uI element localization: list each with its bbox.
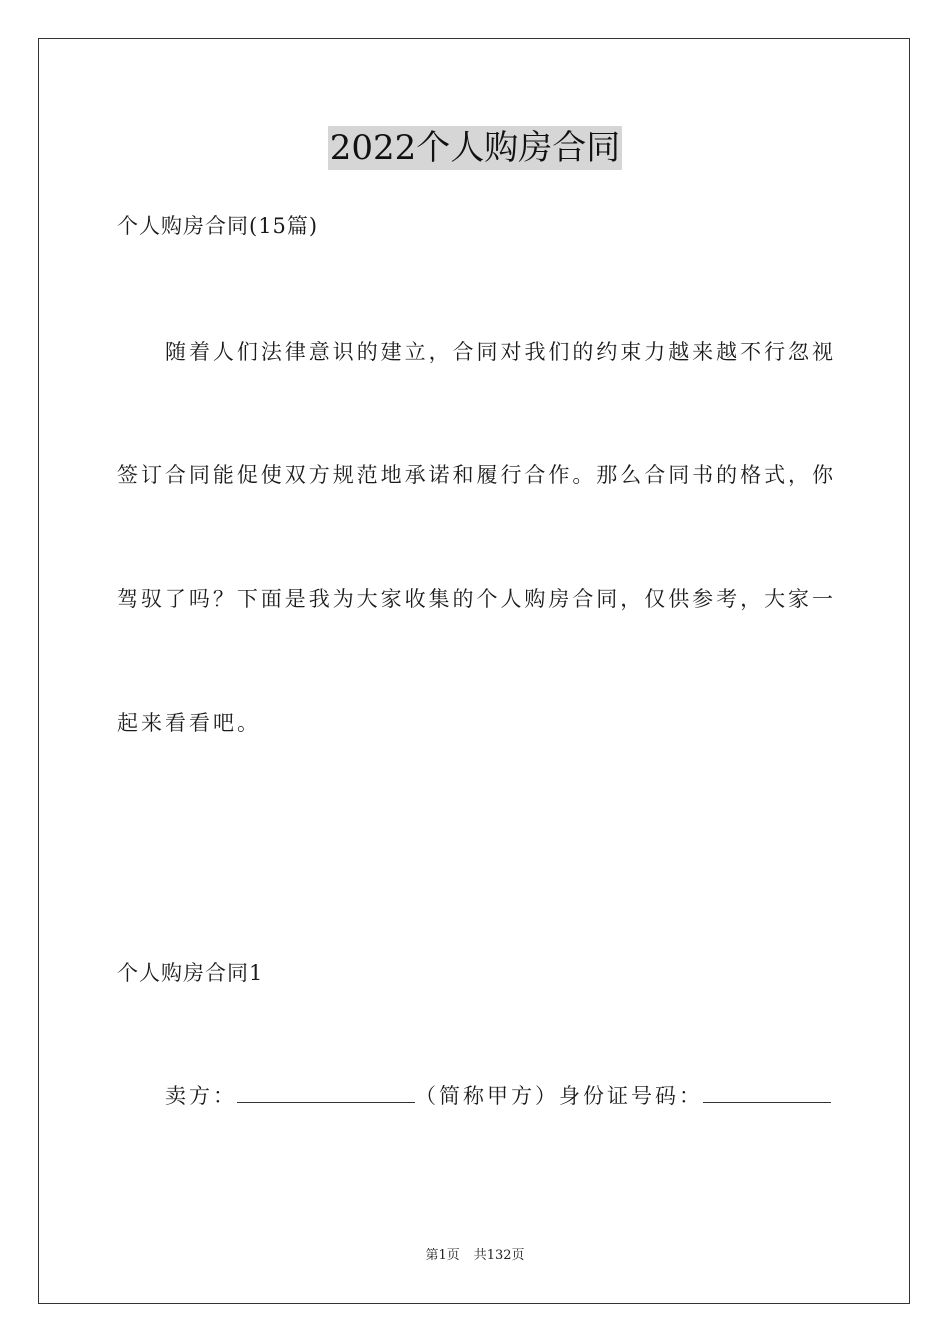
document-subtitle: 个人购房合同(15篇) bbox=[117, 214, 319, 238]
intro-line-4: 起来看看吧。 bbox=[117, 711, 261, 735]
seller-middle-text: （简称甲方）身份证号码： bbox=[415, 1084, 703, 1108]
footer-total-label: 共132页 bbox=[473, 1248, 525, 1263]
section-heading: 个人购房合同1 bbox=[117, 961, 264, 985]
intro-line-3: 驾驭了吗？下面是我为大家收集的个人购房合同，仅供参考，大家一 bbox=[117, 587, 833, 611]
seller-name-blank[interactable] bbox=[237, 1082, 415, 1103]
seller-label: 卖方： bbox=[165, 1084, 237, 1108]
footer-page-label: 第1页 bbox=[425, 1248, 460, 1263]
seller-line bbox=[165, 1082, 831, 1110]
title-wrap bbox=[0, 126, 950, 170]
document-title: 2022个人购房合同 bbox=[329, 128, 621, 168]
seller-id-blank[interactable] bbox=[703, 1082, 831, 1103]
intro-line-1: 随着人们法律意识的建立，合同对我们的约束力越来越不行忽视 bbox=[165, 340, 833, 364]
page-footer bbox=[0, 1247, 950, 1265]
intro-line-2: 签订合同能促使双方规范地承诺和履行合作。那么合同书的格式，你 bbox=[117, 463, 833, 487]
